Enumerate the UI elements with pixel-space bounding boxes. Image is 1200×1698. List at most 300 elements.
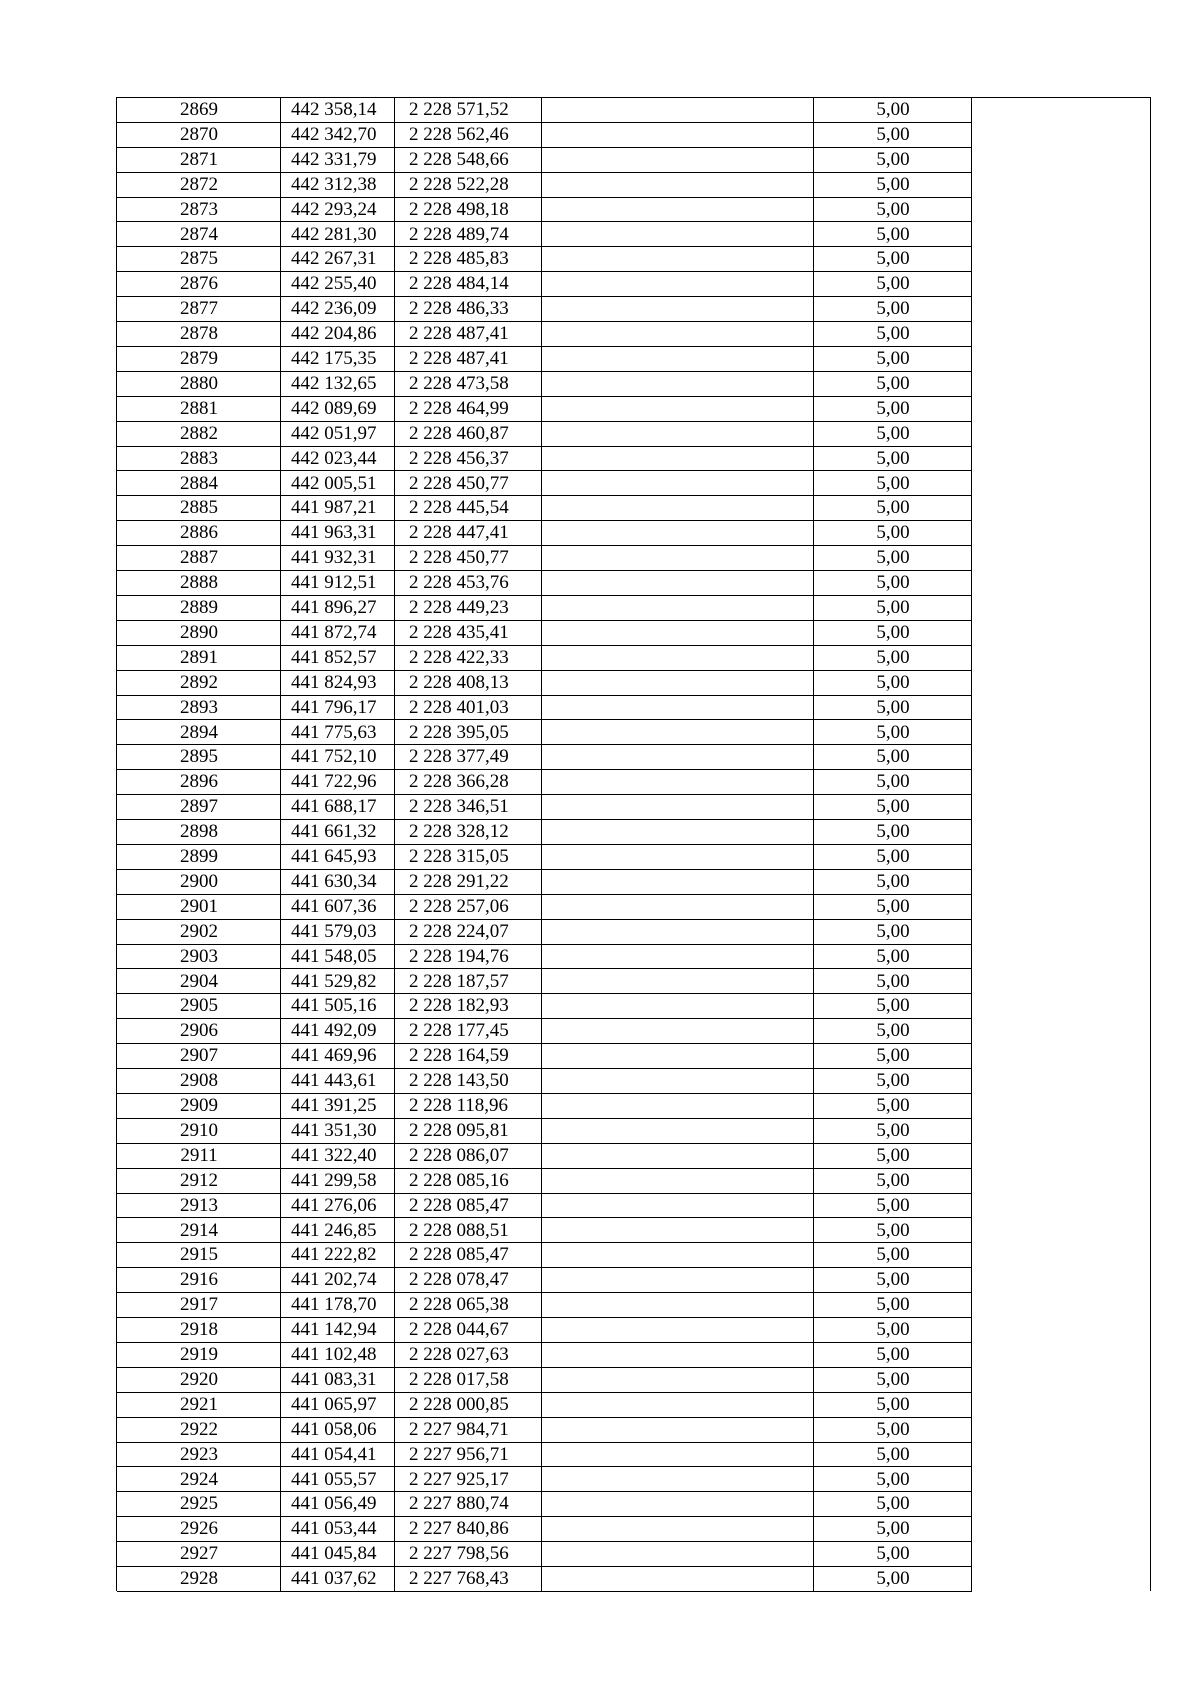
y-coordinate-cell: 2 228 487,41 (395, 347, 542, 372)
table-row (117, 1144, 1149, 1169)
value-cell: 5,00 (814, 970, 972, 995)
point-number-cell: 2920 (117, 1368, 281, 1393)
y-coordinate-cell: 2 228 464,99 (395, 397, 542, 422)
empty-cell (542, 322, 814, 347)
table-row (117, 1368, 1149, 1393)
empty-cell (542, 646, 814, 671)
value-cell: 5,00 (814, 546, 972, 571)
table-row (117, 123, 1149, 148)
table-row (117, 1069, 1149, 1094)
empty-cell (542, 372, 814, 397)
value-cell: 5,00 (814, 447, 972, 472)
x-coordinate-cell: 441 443,61 (281, 1069, 395, 1094)
x-coordinate-cell: 441 202,74 (281, 1268, 395, 1293)
point-number-cell: 2881 (117, 397, 281, 422)
empty-cell (972, 98, 1149, 123)
y-coordinate-cell: 2 228 571,52 (395, 98, 542, 123)
empty-cell (542, 1368, 814, 1393)
empty-cell (972, 1219, 1149, 1244)
y-coordinate-cell: 2 227 798,56 (395, 1542, 542, 1567)
empty-cell (542, 920, 814, 945)
table-row (117, 447, 1149, 472)
value-cell: 5,00 (814, 173, 972, 198)
x-coordinate-cell: 441 045,84 (281, 1542, 395, 1567)
empty-cell (972, 1418, 1149, 1443)
x-coordinate-cell: 441 796,17 (281, 696, 395, 721)
point-number-cell: 2905 (117, 994, 281, 1019)
y-coordinate-cell: 2 228 078,47 (395, 1268, 542, 1293)
table-row (117, 1293, 1149, 1318)
value-cell: 5,00 (814, 1343, 972, 1368)
y-coordinate-cell: 2 228 085,47 (395, 1194, 542, 1219)
empty-cell (542, 1019, 814, 1044)
point-number-cell: 2914 (117, 1219, 281, 1244)
value-cell: 5,00 (814, 671, 972, 696)
table-row (117, 820, 1149, 845)
y-coordinate-cell: 2 228 085,47 (395, 1243, 542, 1268)
y-coordinate-cell: 2 228 224,07 (395, 920, 542, 945)
table-row (117, 1169, 1149, 1194)
point-number-cell: 2921 (117, 1393, 281, 1418)
empty-cell (972, 347, 1149, 372)
y-coordinate-cell: 2 228 422,33 (395, 646, 542, 671)
point-number-cell: 2913 (117, 1194, 281, 1219)
empty-cell (972, 1343, 1149, 1368)
y-coordinate-cell: 2 228 164,59 (395, 1044, 542, 1069)
value-cell: 5,00 (814, 1268, 972, 1293)
empty-cell (542, 970, 814, 995)
empty-cell (972, 1044, 1149, 1069)
y-coordinate-cell: 2 228 485,83 (395, 247, 542, 272)
y-coordinate-cell: 2 228 085,16 (395, 1169, 542, 1194)
value-cell: 5,00 (814, 1243, 972, 1268)
empty-cell (972, 1019, 1149, 1044)
x-coordinate-cell: 441 872,74 (281, 621, 395, 646)
empty-cell (972, 1119, 1149, 1144)
point-number-cell: 2883 (117, 447, 281, 472)
empty-cell (542, 472, 814, 497)
x-coordinate-cell: 441 246,85 (281, 1219, 395, 1244)
empty-cell (542, 272, 814, 297)
y-coordinate-cell: 2 228 328,12 (395, 820, 542, 845)
table-row (117, 1393, 1149, 1418)
value-cell: 5,00 (814, 1044, 972, 1069)
empty-cell (542, 1069, 814, 1094)
value-cell: 5,00 (814, 521, 972, 546)
x-coordinate-cell: 441 178,70 (281, 1293, 395, 1318)
point-number-cell: 2880 (117, 372, 281, 397)
point-number-cell: 2912 (117, 1169, 281, 1194)
point-number-cell: 2869 (117, 98, 281, 123)
table-row (117, 596, 1149, 621)
value-cell: 5,00 (814, 994, 972, 1019)
y-coordinate-cell: 2 227 768,43 (395, 1567, 542, 1592)
value-cell: 5,00 (814, 1567, 972, 1592)
empty-cell (542, 173, 814, 198)
point-number-cell: 2888 (117, 571, 281, 596)
point-number-cell: 2908 (117, 1069, 281, 1094)
value-cell: 5,00 (814, 1119, 972, 1144)
value-cell: 5,00 (814, 845, 972, 870)
value-cell: 5,00 (814, 1468, 972, 1493)
empty-cell (972, 223, 1149, 248)
point-number-cell: 2917 (117, 1293, 281, 1318)
value-cell: 5,00 (814, 1517, 972, 1542)
x-coordinate-cell: 442 358,14 (281, 98, 395, 123)
y-coordinate-cell: 2 228 408,13 (395, 671, 542, 696)
empty-cell (542, 1443, 814, 1468)
value-cell: 5,00 (814, 945, 972, 970)
value-cell: 5,00 (814, 247, 972, 272)
y-coordinate-cell: 2 228 449,23 (395, 596, 542, 621)
empty-cell (542, 1567, 814, 1592)
empty-cell (972, 920, 1149, 945)
empty-cell (542, 521, 814, 546)
empty-cell (542, 770, 814, 795)
x-coordinate-cell: 442 005,51 (281, 472, 395, 497)
x-coordinate-cell: 441 852,57 (281, 646, 395, 671)
value-cell: 5,00 (814, 472, 972, 497)
y-coordinate-cell: 2 228 445,54 (395, 496, 542, 521)
table-row (117, 1243, 1149, 1268)
x-coordinate-cell: 441 391,25 (281, 1094, 395, 1119)
empty-cell (972, 322, 1149, 347)
y-coordinate-cell: 2 228 027,63 (395, 1343, 542, 1368)
value-cell: 5,00 (814, 322, 972, 347)
x-coordinate-cell: 441 322,40 (281, 1144, 395, 1169)
point-number-cell: 2887 (117, 546, 281, 571)
empty-cell (972, 1443, 1149, 1468)
empty-cell (972, 870, 1149, 895)
point-number-cell: 2879 (117, 347, 281, 372)
table-row (117, 770, 1149, 795)
x-coordinate-cell: 441 548,05 (281, 945, 395, 970)
y-coordinate-cell: 2 227 880,74 (395, 1492, 542, 1517)
x-coordinate-cell: 442 023,44 (281, 447, 395, 472)
value-cell: 5,00 (814, 1293, 972, 1318)
point-number-cell: 2903 (117, 945, 281, 970)
empty-cell (542, 1044, 814, 1069)
empty-cell (972, 546, 1149, 571)
x-coordinate-cell: 441 083,31 (281, 1368, 395, 1393)
value-cell: 5,00 (814, 920, 972, 945)
table-row (117, 994, 1149, 1019)
table-row (117, 1268, 1149, 1293)
value-cell: 5,00 (814, 596, 972, 621)
x-coordinate-cell: 442 236,09 (281, 297, 395, 322)
empty-cell (542, 1542, 814, 1567)
table-row (117, 1567, 1149, 1592)
table-row (117, 1318, 1149, 1343)
empty-cell (542, 745, 814, 770)
x-coordinate-cell: 441 065,97 (281, 1393, 395, 1418)
table-row (117, 845, 1149, 870)
point-number-cell: 2907 (117, 1044, 281, 1069)
point-number-cell: 2870 (117, 123, 281, 148)
value-cell: 5,00 (814, 721, 972, 746)
point-number-cell: 2911 (117, 1144, 281, 1169)
x-coordinate-cell: 441 912,51 (281, 571, 395, 596)
point-number-cell: 2924 (117, 1468, 281, 1493)
table-row (117, 496, 1149, 521)
table-row (117, 173, 1149, 198)
table-row (117, 198, 1149, 223)
value-cell: 5,00 (814, 1368, 972, 1393)
y-coordinate-cell: 2 228 182,93 (395, 994, 542, 1019)
table-row (117, 1343, 1149, 1368)
empty-cell (972, 845, 1149, 870)
x-coordinate-cell: 441 142,94 (281, 1318, 395, 1343)
table-row (117, 1517, 1149, 1542)
table-row (117, 1019, 1149, 1044)
table-row (117, 1219, 1149, 1244)
empty-cell (972, 1169, 1149, 1194)
x-coordinate-cell: 441 056,49 (281, 1492, 395, 1517)
point-number-cell: 2928 (117, 1567, 281, 1592)
point-number-cell: 2916 (117, 1268, 281, 1293)
value-cell: 5,00 (814, 496, 972, 521)
empty-cell (542, 397, 814, 422)
empty-cell (972, 397, 1149, 422)
y-coordinate-cell: 2 228 473,58 (395, 372, 542, 397)
table-row (117, 1542, 1149, 1567)
empty-cell (542, 148, 814, 173)
empty-cell (542, 546, 814, 571)
x-coordinate-cell: 441 661,32 (281, 820, 395, 845)
point-number-cell: 2919 (117, 1343, 281, 1368)
y-coordinate-cell: 2 228 065,38 (395, 1293, 542, 1318)
value-cell: 5,00 (814, 198, 972, 223)
x-coordinate-cell: 442 204,86 (281, 322, 395, 347)
empty-cell (972, 1268, 1149, 1293)
table-row (117, 1194, 1149, 1219)
y-coordinate-cell: 2 228 088,51 (395, 1219, 542, 1244)
value-cell: 5,00 (814, 1094, 972, 1119)
empty-cell (542, 198, 814, 223)
empty-cell (972, 1318, 1149, 1343)
y-coordinate-cell: 2 228 194,76 (395, 945, 542, 970)
empty-cell (542, 1293, 814, 1318)
empty-cell (542, 496, 814, 521)
y-coordinate-cell: 2 228 548,66 (395, 148, 542, 173)
value-cell: 5,00 (814, 1019, 972, 1044)
x-coordinate-cell: 441 102,48 (281, 1343, 395, 1368)
y-coordinate-cell: 2 227 984,71 (395, 1418, 542, 1443)
table-row (117, 621, 1149, 646)
y-coordinate-cell: 2 228 143,50 (395, 1069, 542, 1094)
x-coordinate-cell: 441 299,58 (281, 1169, 395, 1194)
point-number-cell: 2893 (117, 696, 281, 721)
table-row (117, 1094, 1149, 1119)
x-coordinate-cell: 442 255,40 (281, 272, 395, 297)
empty-cell (542, 247, 814, 272)
x-coordinate-cell: 441 932,31 (281, 546, 395, 571)
empty-cell (972, 820, 1149, 845)
empty-cell (542, 820, 814, 845)
y-coordinate-cell: 2 228 489,74 (395, 223, 542, 248)
empty-cell (972, 770, 1149, 795)
empty-cell (542, 696, 814, 721)
empty-cell (542, 596, 814, 621)
point-number-cell: 2906 (117, 1019, 281, 1044)
table-row (117, 745, 1149, 770)
empty-cell (542, 795, 814, 820)
value-cell: 5,00 (814, 895, 972, 920)
value-cell: 5,00 (814, 621, 972, 646)
point-number-cell: 2892 (117, 671, 281, 696)
y-coordinate-cell: 2 228 346,51 (395, 795, 542, 820)
point-number-cell: 2898 (117, 820, 281, 845)
value-cell: 5,00 (814, 1443, 972, 1468)
value-cell: 5,00 (814, 795, 972, 820)
empty-cell (542, 1119, 814, 1144)
table-row (117, 870, 1149, 895)
table-row (117, 223, 1149, 248)
table-row (117, 422, 1149, 447)
empty-cell (542, 1243, 814, 1268)
y-coordinate-cell: 2 228 487,41 (395, 322, 542, 347)
x-coordinate-cell: 441 054,41 (281, 1443, 395, 1468)
table-row (117, 98, 1149, 123)
point-number-cell: 2922 (117, 1418, 281, 1443)
empty-cell (972, 596, 1149, 621)
empty-cell (542, 571, 814, 596)
point-number-cell: 2923 (117, 1443, 281, 1468)
table-row (117, 322, 1149, 347)
empty-cell (972, 123, 1149, 148)
point-number-cell: 2884 (117, 472, 281, 497)
empty-cell (542, 223, 814, 248)
empty-cell (972, 571, 1149, 596)
table-row (117, 272, 1149, 297)
y-coordinate-cell: 2 228 044,67 (395, 1318, 542, 1343)
x-coordinate-cell: 441 775,63 (281, 721, 395, 746)
value-cell: 5,00 (814, 297, 972, 322)
point-number-cell: 2878 (117, 322, 281, 347)
empty-cell (542, 297, 814, 322)
table-row (117, 696, 1149, 721)
empty-cell (972, 745, 1149, 770)
value-cell: 5,00 (814, 397, 972, 422)
empty-cell (972, 1517, 1149, 1542)
empty-cell (972, 721, 1149, 746)
empty-cell (972, 1243, 1149, 1268)
empty-cell (542, 447, 814, 472)
empty-cell (542, 870, 814, 895)
value-cell: 5,00 (814, 1169, 972, 1194)
table-row (117, 646, 1149, 671)
empty-cell (972, 994, 1149, 1019)
y-coordinate-cell: 2 228 000,85 (395, 1393, 542, 1418)
table-row (117, 920, 1149, 945)
y-coordinate-cell: 2 228 187,57 (395, 970, 542, 995)
y-coordinate-cell: 2 228 450,77 (395, 546, 542, 571)
y-coordinate-cell: 2 228 177,45 (395, 1019, 542, 1044)
point-number-cell: 2915 (117, 1243, 281, 1268)
y-coordinate-cell: 2 228 377,49 (395, 745, 542, 770)
empty-cell (542, 1094, 814, 1119)
point-number-cell: 2926 (117, 1517, 281, 1542)
empty-cell (542, 994, 814, 1019)
x-coordinate-cell: 441 053,44 (281, 1517, 395, 1542)
y-coordinate-cell: 2 228 453,76 (395, 571, 542, 596)
value-cell: 5,00 (814, 770, 972, 795)
empty-cell (542, 422, 814, 447)
value-cell: 5,00 (814, 123, 972, 148)
y-coordinate-cell: 2 228 257,06 (395, 895, 542, 920)
point-number-cell: 2886 (117, 521, 281, 546)
value-cell: 5,00 (814, 745, 972, 770)
empty-cell (542, 671, 814, 696)
coordinates-table (116, 97, 1151, 1591)
point-number-cell: 2890 (117, 621, 281, 646)
y-coordinate-cell: 2 228 486,33 (395, 297, 542, 322)
table-row (117, 1492, 1149, 1517)
x-coordinate-cell: 441 722,96 (281, 770, 395, 795)
empty-cell (542, 1418, 814, 1443)
x-coordinate-cell: 441 055,57 (281, 1468, 395, 1493)
point-number-cell: 2899 (117, 845, 281, 870)
empty-cell (542, 1468, 814, 1493)
empty-cell (972, 173, 1149, 198)
table-row (117, 1468, 1149, 1493)
table-row (117, 397, 1149, 422)
empty-cell (972, 148, 1149, 173)
empty-cell (972, 247, 1149, 272)
point-number-cell: 2894 (117, 721, 281, 746)
empty-cell (972, 646, 1149, 671)
y-coordinate-cell: 2 228 395,05 (395, 721, 542, 746)
table-row (117, 347, 1149, 372)
table-row (117, 945, 1149, 970)
table-row (117, 721, 1149, 746)
x-coordinate-cell: 442 051,97 (281, 422, 395, 447)
table-row (117, 521, 1149, 546)
value-cell: 5,00 (814, 1418, 972, 1443)
table-row (117, 297, 1149, 322)
x-coordinate-cell: 442 342,70 (281, 123, 395, 148)
x-coordinate-cell: 442 293,24 (281, 198, 395, 223)
empty-cell (972, 1468, 1149, 1493)
empty-cell (542, 621, 814, 646)
empty-cell (542, 1393, 814, 1418)
empty-cell (972, 521, 1149, 546)
table-row (117, 571, 1149, 596)
empty-cell (972, 198, 1149, 223)
empty-cell (972, 1194, 1149, 1219)
empty-cell (972, 272, 1149, 297)
x-coordinate-cell: 441 752,10 (281, 745, 395, 770)
point-number-cell: 2910 (117, 1119, 281, 1144)
x-coordinate-cell: 441 492,09 (281, 1019, 395, 1044)
empty-cell (972, 1542, 1149, 1567)
point-number-cell: 2871 (117, 148, 281, 173)
x-coordinate-cell: 442 175,35 (281, 347, 395, 372)
x-coordinate-cell: 441 630,34 (281, 870, 395, 895)
value-cell: 5,00 (814, 1542, 972, 1567)
table-row (117, 1418, 1149, 1443)
x-coordinate-cell: 442 331,79 (281, 148, 395, 173)
value-cell: 5,00 (814, 372, 972, 397)
x-coordinate-cell: 441 987,21 (281, 496, 395, 521)
y-coordinate-cell: 2 228 435,41 (395, 621, 542, 646)
y-coordinate-cell: 2 228 522,28 (395, 173, 542, 198)
empty-cell (972, 621, 1149, 646)
table-row (117, 1119, 1149, 1144)
value-cell: 5,00 (814, 1492, 972, 1517)
empty-cell (972, 1492, 1149, 1517)
point-number-cell: 2876 (117, 272, 281, 297)
